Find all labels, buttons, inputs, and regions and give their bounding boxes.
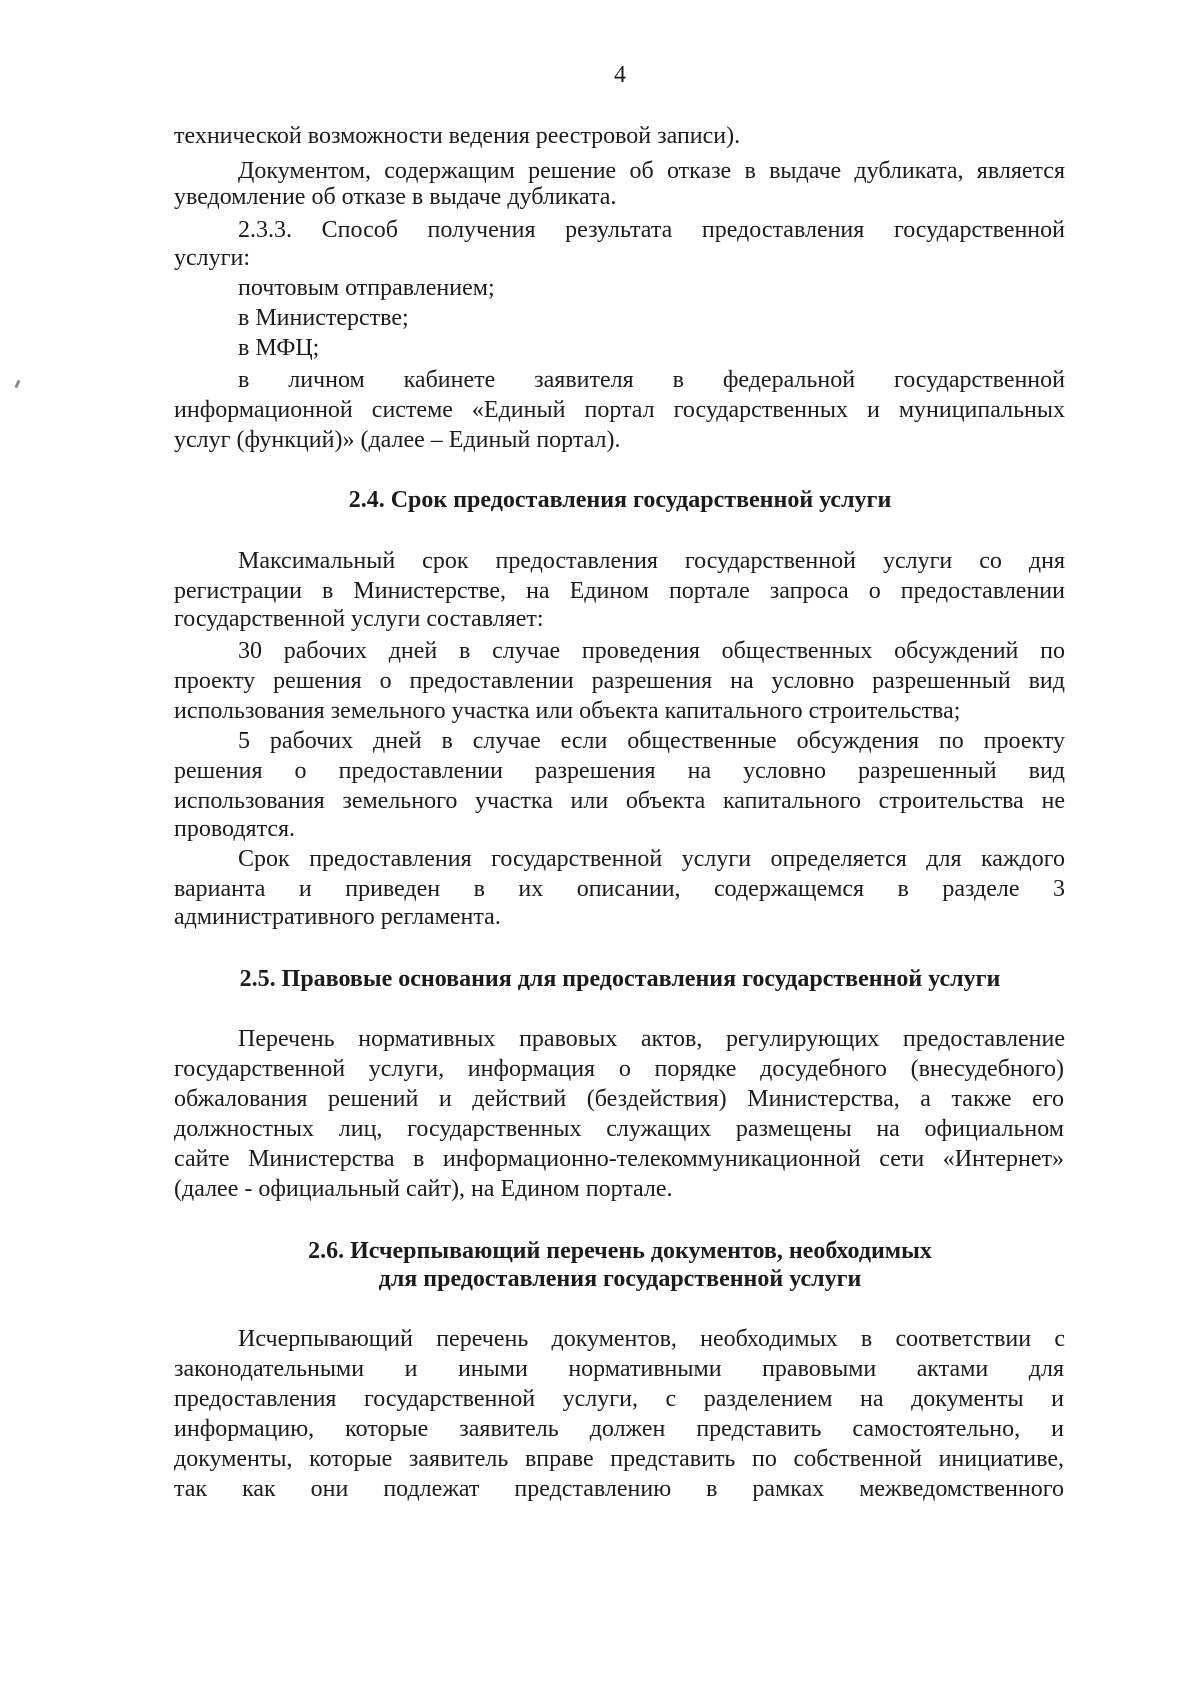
- list-item: почтовым отправлением;: [238, 275, 495, 301]
- text-line: технической возможности ведения реестровой записи).: [174, 123, 741, 149]
- text-line: сайте Министерства в информационно-телекоммуникационной сети «Интернет»: [174, 1146, 1064, 1172]
- page-number: 4: [614, 62, 626, 88]
- scan-mark: [14, 380, 20, 389]
- section-heading-2-6-line-2: для предоставления государственной услуги: [378, 1266, 862, 1292]
- text-line: варианта и приведен в их описании, содержащемся в разделе 3: [174, 876, 1065, 902]
- text-line: документы, которые заявитель вправе представить по собственной инициативе,: [174, 1446, 1064, 1472]
- text-line: Документом, содержащим решение об отказе в выдаче дубликата, является: [238, 158, 1065, 184]
- text-line: проекту решения о предоставлении разрешения на условно разрешенный вид: [174, 668, 1065, 694]
- text-line: Максимальный срок предоставления государственной услуги со дня: [238, 548, 1065, 574]
- text-line: проводятся.: [174, 816, 296, 842]
- text-line: государственной услуги составляет:: [174, 606, 544, 632]
- text-line: (далее - официальный сайт), на Едином портале.: [174, 1176, 673, 1202]
- text-line: регистрации в Министерстве, на Едином портале запроса о предоставлении: [174, 578, 1065, 604]
- list-item: в Министерстве;: [238, 305, 409, 331]
- section-heading-2-6-line-1: 2.6. Исчерпывающий перечень документов, необходимых: [308, 1238, 932, 1264]
- text-line: информационной системе «Единый портал государственных и муниципальных: [174, 397, 1065, 423]
- text-line: услуг (функций)» (далее – Единый портал).: [174, 427, 621, 453]
- text-line: использования земельного участка или объекта капитального строительства;: [174, 698, 961, 724]
- section-heading-2-5: 2.5. Правовые основания для предоставления государственной услуги: [239, 966, 1001, 992]
- text-line: государственной услуги, информация о порядке досудебного (внесудебного): [174, 1056, 1064, 1082]
- text-line: Исчерпывающий перечень документов, необходимых в соответствии с: [238, 1326, 1065, 1352]
- text-line: информацию, которые заявитель должен представить самостоятельно, и: [174, 1416, 1064, 1442]
- text-line: должностных лиц, государственных служащих размещены на официальном: [174, 1116, 1064, 1142]
- text-line: обжалования решений и действий (бездействия) Министерства, а также его: [174, 1086, 1064, 1112]
- text-line: законодательными и иными нормативными правовыми актами для: [174, 1356, 1064, 1382]
- text-line: 5 рабочих дней в случае если общественные обсуждения по проекту: [238, 728, 1065, 754]
- text-line: Перечень нормативных правовых актов, регулирующих предоставление: [238, 1026, 1065, 1052]
- section-heading-2-4: 2.4. Срок предоставления государственной услуги: [348, 487, 892, 513]
- text-line: административного регламента.: [174, 904, 501, 930]
- list-item: в МФЦ;: [238, 335, 320, 361]
- text-line: предоставления государственной услуги, с разделением на документы и: [174, 1386, 1064, 1412]
- text-line: 2.3.3. Способ получения результата предоставления государственной: [238, 217, 1065, 243]
- text-line: 30 рабочих дней в случае проведения общественных обсуждений по: [238, 638, 1065, 664]
- text-line: решения о предоставлении разрешения на условно разрешенный вид: [174, 758, 1065, 784]
- text-line: использования земельного участка или объекта капитального строительства не: [174, 788, 1065, 814]
- list-item: в личном кабинете заявителя в федеральной государственной: [238, 367, 1065, 393]
- text-line: уведомление об отказе в выдаче дубликата.: [174, 184, 617, 210]
- text-line: так как они подлежат представлению в рамках межведомственного: [174, 1476, 1064, 1502]
- text-line: услуги:: [174, 245, 250, 271]
- text-line: Срок предоставления государственной услуги определяется для каждого: [238, 846, 1065, 872]
